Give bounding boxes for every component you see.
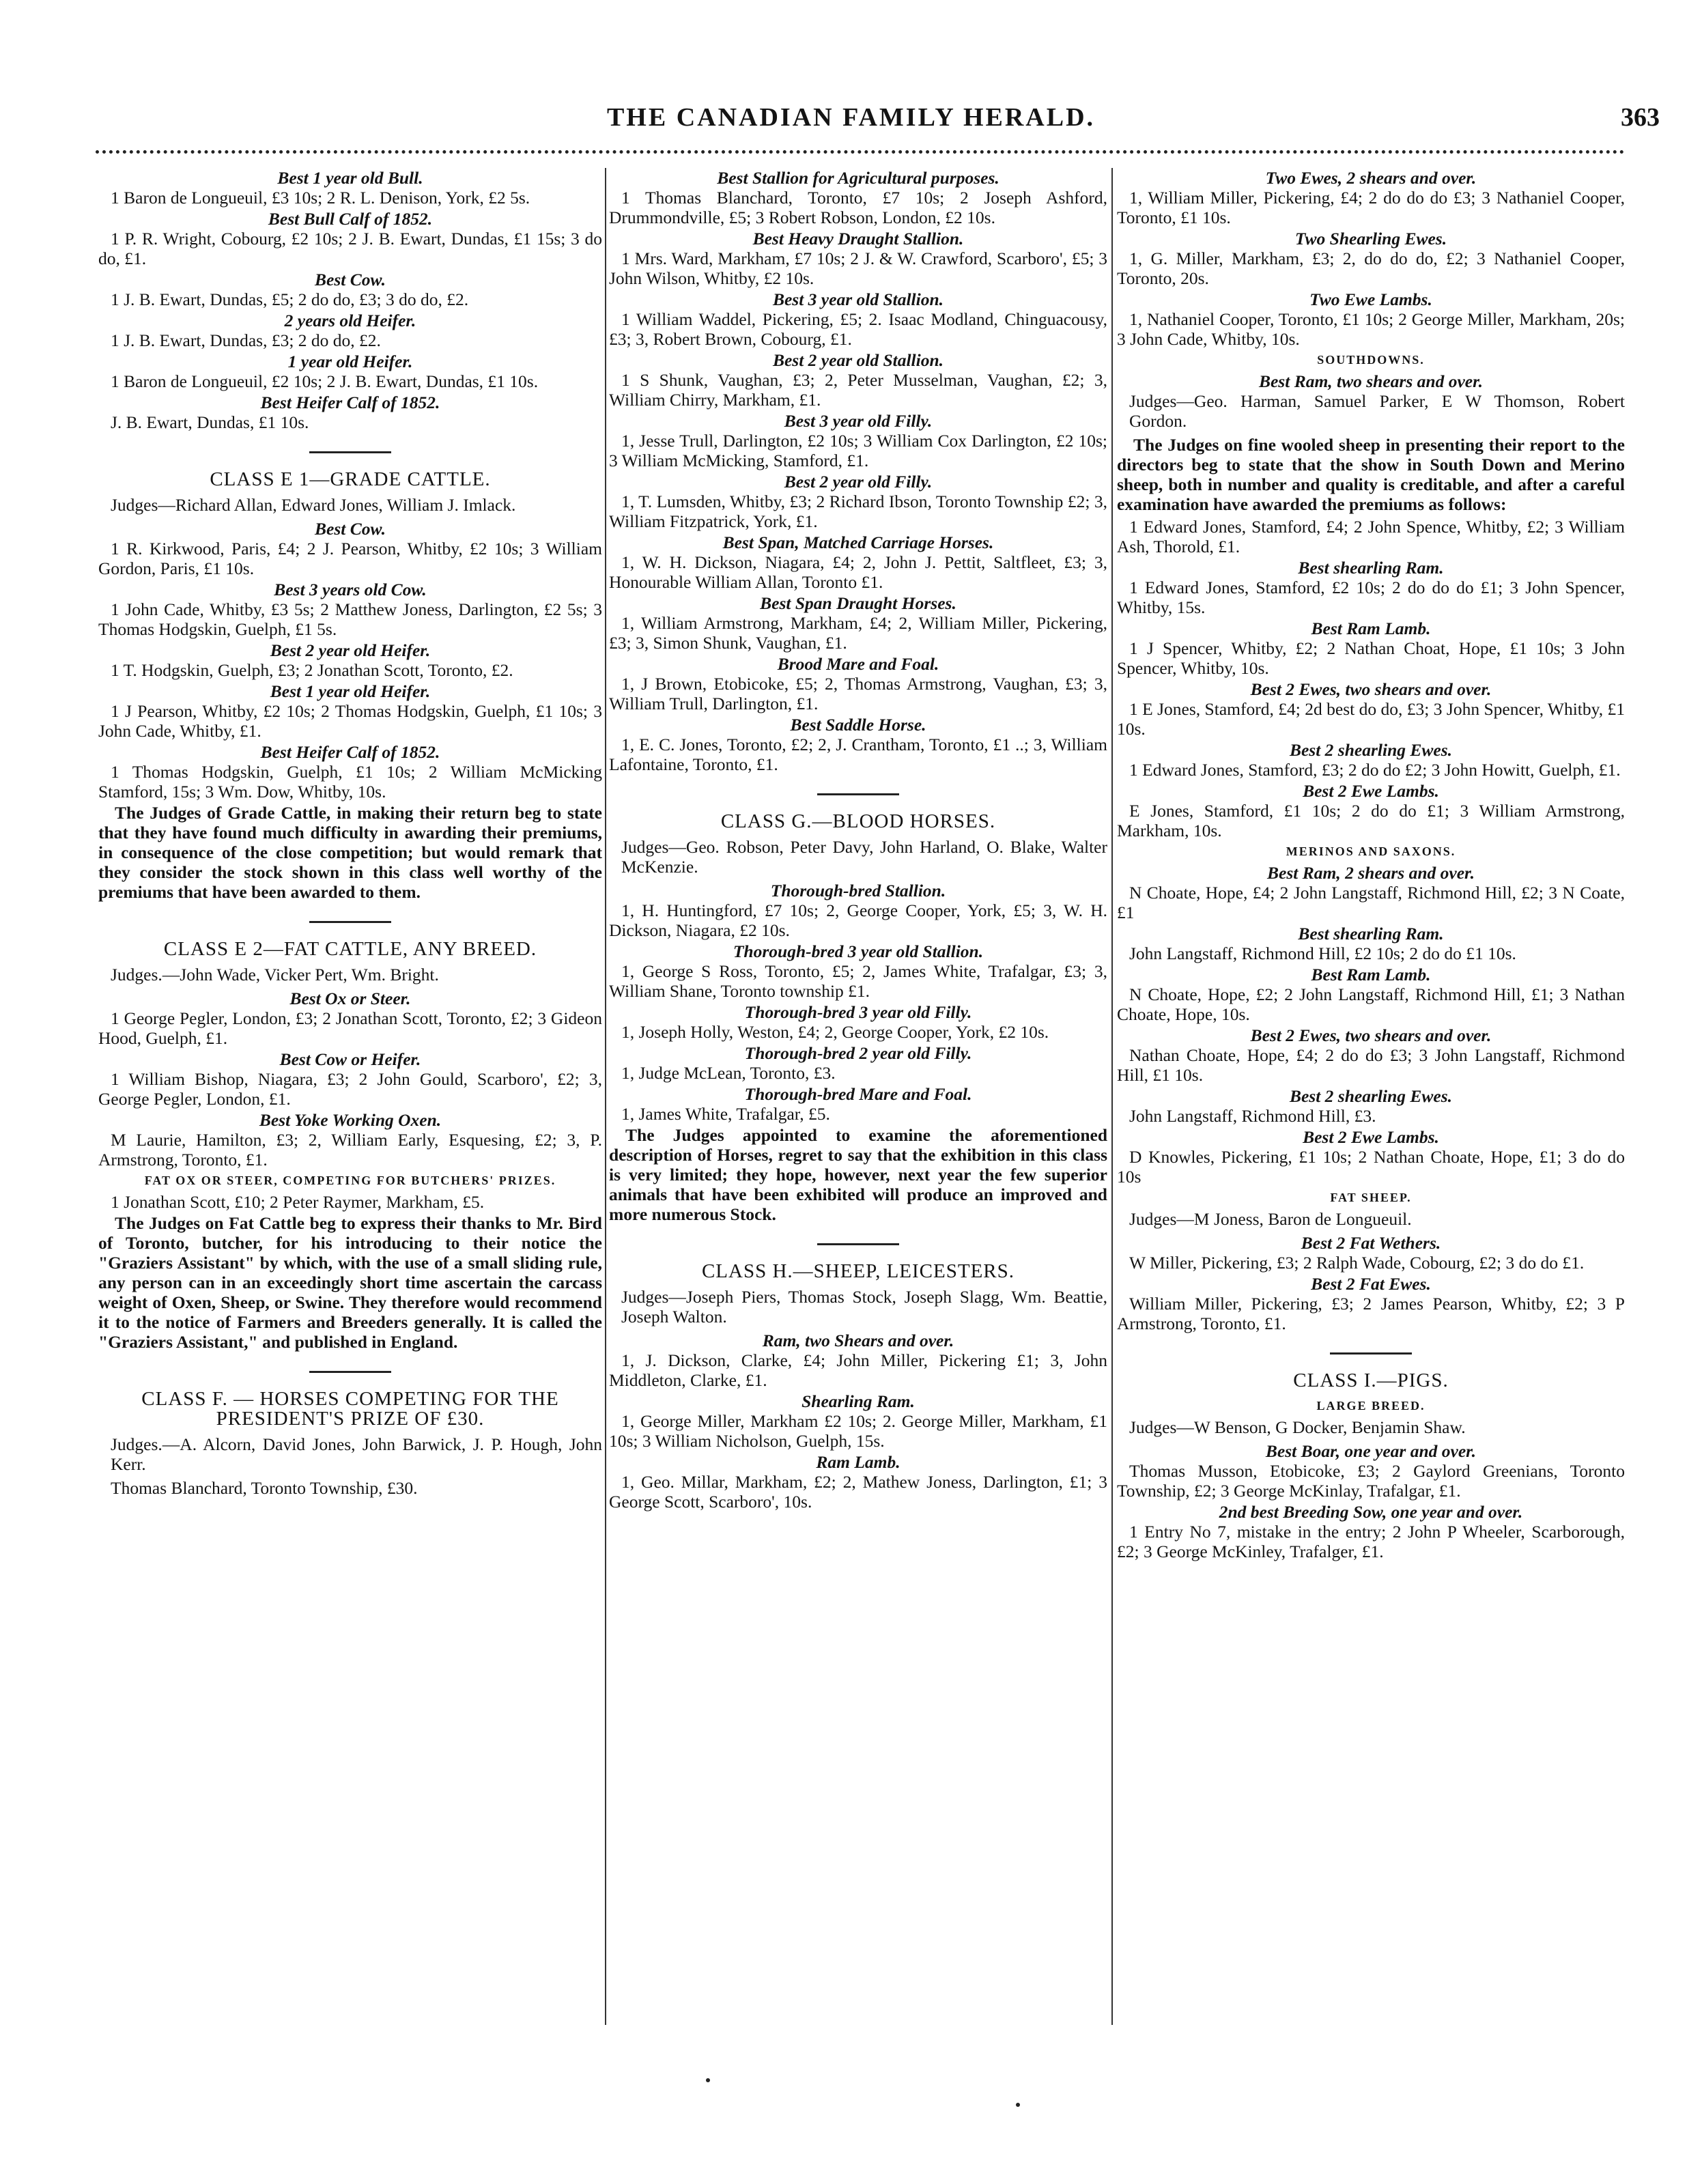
prize-entry: 1 R. Kirkwood, Paris, £4; 2 J. Pearson, Whitby, £2 10s; 3 William Gordon, Paris, £1 10s. <box>98 539 602 578</box>
prize-entry: 1, W. H. Dickson, Niagara, £4; 2, John J. Pettit, Saltfleet, £3; 3, Honourable William Allan, Toronto £1. <box>609 552 1107 592</box>
subsection-heading: LARGE BREED. <box>1316 1399 1426 1413</box>
prize-entry: 1 J. B. Ewart, Dundas, £5; 2 do do, £3; 3 do do, £2. <box>111 289 469 309</box>
award-heading: Best Saddle Horse. <box>790 715 926 735</box>
prize-entry: Nathan Choate, Hope, £4; 2 do do £3; 3 John Langstaff, Richmond Hill, £1 10s. <box>1117 1045 1625 1085</box>
judges-report: The Judges appointed to examine the aforementioned description of Horses, regret to say that the exhibition in this class is very limited; they hope, however, next year the few superior animals that have been exhibited will produce an improved and more numerous Stock. <box>609 1125 1107 1224</box>
prize-entry: 1, G. Miller, Markham, £3; 2, do do do, £2; 3 Nathaniel Cooper, Toronto, 20s. <box>1117 249 1625 288</box>
prize-entry: Thomas Blanchard, Toronto Township, £30. <box>111 1478 418 1498</box>
class-heading: CLASS F. — HORSES COMPETING FOR THE PRESIDENT'S PRIZE OF £30. <box>141 1388 559 1430</box>
award-heading: Best Yoke Working Oxen. <box>259 1110 442 1130</box>
judges-line: Judges.—A. Alcorn, David Jones, John Barwick, J. P. Hough, John Kerr. <box>111 1434 602 1474</box>
prize-entry: J. B. Ewart, Dundas, £1 10s. <box>111 412 309 432</box>
prize-entry: 1 Baron de Longueuil, £2 10s; 2 J. B. Ewart, Dundas, £1 10s. <box>111 371 539 391</box>
award-heading: 1 year old Heifer. <box>287 352 413 371</box>
judges-line: Judges—Richard Allan, Edward Jones, William J. Imlack. <box>111 495 516 515</box>
award-heading: Best 3 year old Stallion. <box>772 289 944 309</box>
prize-entry: 1 J Spencer, Whitby, £2; 2 Nathan Choat, Hope, £1 10s; 3 John Spencer, Whitby, 10s. <box>1117 638 1625 678</box>
section-rule <box>817 1243 899 1245</box>
award-heading: Thorough-bred Mare and Foal. <box>744 1084 972 1104</box>
prize-entry: 1 William Waddel, Pickering, £5; 2. Isaac Modland, Chinguacousy, £3; 3, Robert Brown, Cobourg, £1. <box>609 309 1107 349</box>
prize-entry: 1, Joseph Holly, Weston, £4; 2, George Cooper, York, £2 10s. <box>621 1022 1049 1042</box>
prize-entry: 1 Baron de Longueuil, £3 10s; 2 R. L. Denison, York, £2 5s. <box>111 188 530 208</box>
award-heading: Best Span, Matched Carriage Horses. <box>722 533 994 552</box>
prize-entry: 1, J. Dickson, Clarke, £4; John Miller, Pickering £1; 3, John Middleton, Clarke, £1. <box>609 1350 1107 1390</box>
section-rule <box>309 1371 391 1373</box>
award-heading: Best 1 year old Bull. <box>277 168 423 188</box>
award-heading: Best Heifer Calf of 1852. <box>260 393 440 412</box>
award-heading: Best 2 year old Stallion. <box>772 350 944 370</box>
section-rule <box>817 793 899 795</box>
column-3 <box>1117 168 1625 2018</box>
prize-entry: 1, E. C. Jones, Toronto, £2; 2, J. Crantham, Toronto, £1 ..; 3, William Lafontaine, Toronto, £1. <box>609 735 1107 774</box>
award-heading: Best Ram, 2 shears and over. <box>1267 863 1475 883</box>
award-heading: Two Shearling Ewes. <box>1294 229 1447 249</box>
prize-entry: 1 Jonathan Scott, £10; 2 Peter Raymer, Markham, £5. <box>111 1192 485 1212</box>
award-heading: Two Ewes, 2 shears and over. <box>1265 168 1477 188</box>
ink-speck <box>706 2078 710 2082</box>
subsection-heading: FAT SHEEP. <box>1330 1191 1412 1204</box>
subsection-heading: SOUTHDOWNS. <box>1317 353 1425 367</box>
award-heading: Best Cow. <box>315 270 386 289</box>
judges-line: Judges—W Benson, G Docker, Benjamin Shaw. <box>1129 1417 1466 1437</box>
column-rule <box>1111 168 1113 2025</box>
prize-entry: 1 George Pegler, London, £3; 2 Jonathan Scott, Toronto, £2; 3 Gideon Hood, Guelph, £1. <box>98 1008 602 1048</box>
page-number: 363 <box>1621 103 1660 132</box>
judges-report: The Judges on fine wooled sheep in presenting their report to the directors beg to state that the show in South Down and Merino sheep, both in number and quality is creditable, and after a careful examination have awarded the premiums as follows: <box>1117 435 1625 514</box>
judges-report: The Judges of Grade Cattle, in making their return beg to state that they have found much difficulty in awarding their premiums, in consequence of the close competition; but would remark that they consider the stock shown in this class well worthy of the premiums that have been awarded to them. <box>98 803 602 902</box>
prize-entry: 1, George Miller, Markham £2 10s; 2. George Miller, Markham, £1 10s; 3 William Nicholson, Guelph, 15s. <box>609 1411 1107 1451</box>
award-heading: Best Heavy Draught Stallion. <box>752 229 964 249</box>
prize-entry: 1 S Shunk, Vaughan, £3; 2, Peter Musselman, Vaughan, £2; 3, William Chirry, Markham, £1. <box>609 370 1107 410</box>
section-rule <box>1330 1352 1412 1355</box>
award-heading: Best 2 Ewe Lambs. <box>1303 1127 1439 1147</box>
award-heading: Thorough-bred 3 year old Stallion. <box>733 941 984 961</box>
judges-line: Judges—Geo. Harman, Samuel Parker, E W Thomson, Robert Gordon. <box>1129 391 1625 431</box>
prize-entry: E Jones, Stamford, £1 10s; 2 do do £1; 3 William Armstrong, Markham, 10s. <box>1117 801 1625 840</box>
prize-entry: 1, George S Ross, Toronto, £5; 2, James White, Trafalgar, £3; 3, William Shane, Toronto township £1. <box>609 961 1107 1001</box>
class-heading: CLASS G.—BLOOD HORSES. <box>720 810 996 832</box>
prize-entry: N Choate, Hope, £2; 2 John Langstaff, Richmond Hill, £1; 3 Nathan Choate, Hope, 10s. <box>1117 984 1625 1024</box>
judges-line: Judges—Geo. Robson, Peter Davy, John Harland, O. Blake, Walter McKenzie. <box>621 837 1107 877</box>
prize-entry: William Miller, Pickering, £3; 2 James Pearson, Whitby, £2; 3 P Armstrong, Toronto, £1. <box>1117 1294 1625 1333</box>
award-heading: Best 1 year old Heifer. <box>270 681 431 701</box>
award-heading: Best shearling Ram. <box>1298 558 1444 578</box>
prize-entry: 1 J Pearson, Whitby, £2 10s; 2 Thomas Hodgskin, Guelph, £1 10s; 3 John Cade, Whitby, £1. <box>98 701 602 741</box>
prize-entry: N Choate, Hope, £4; 2 John Langstaff, Richmond Hill, £2; 3 N Coate, £1 <box>1117 883 1625 922</box>
class-heading: CLASS E 2—FAT CATTLE, ANY BREED. <box>163 938 537 960</box>
award-heading: 2nd best Breeding Sow, one year and over. <box>1219 1502 1523 1522</box>
award-heading: Best 2 year old Heifer. <box>270 640 431 660</box>
header-rule <box>96 150 1625 154</box>
judges-line: Judges—M Joness, Baron de Longueuil. <box>1129 1209 1412 1229</box>
class-heading: CLASS I.—PIGS. <box>1293 1370 1449 1391</box>
subsection-heading: MERINOS AND SAXONS. <box>1286 845 1456 858</box>
prize-entry: 1, Judge McLean, Toronto, £3. <box>621 1063 836 1083</box>
award-heading: Thorough-bred 3 year old Filly. <box>744 1002 972 1022</box>
prize-entry: 1, William Armstrong, Markham, £4; 2, William Miller, Pickering, £3; 3, Simon Shunk, Vaughan, £1. <box>609 613 1107 653</box>
award-heading: Best Heifer Calf of 1852. <box>260 742 440 762</box>
award-heading: Best 3 year old Filly. <box>784 411 933 431</box>
class-heading: CLASS E 1—GRADE CATTLE. <box>210 468 491 490</box>
award-heading: Best Boar, one year and over. <box>1265 1441 1477 1461</box>
prize-entry: 1, Jesse Trull, Darlington, £2 10s; 3 William Cox Darlington, £2 10s; 3 William McMicking, Stamford, £1. <box>609 431 1107 470</box>
prize-entry: 1, Nathaniel Cooper, Toronto, £1 10s; 2 George Miller, Markham, 20s; 3 John Cade, Whitby, 10s. <box>1117 309 1625 349</box>
column-2 <box>609 168 1107 2018</box>
class-heading: CLASS H.—SHEEP, LEICESTERS. <box>701 1260 1015 1282</box>
prize-entry: 1 John Cade, Whitby, £3 5s; 2 Matthew Joness, Darlington, £2 5s; 3 Thomas Hodgskin, Guelph, £1 5s. <box>98 599 602 639</box>
prize-entry: John Langstaff, Richmond Hill, £2 10s; 2 do do £1 10s. <box>1129 944 1516 963</box>
award-heading: Best Span Draught Horses. <box>760 593 956 613</box>
award-heading: Best 2 Ewes, two shears and over. <box>1250 1025 1492 1045</box>
award-heading: 2 years old Heifer. <box>284 311 416 330</box>
prize-entry: 1, J Brown, Etobicoke, £5; 2, Thomas Armstrong, Vaughan, £3; 3, William Trull, Darlington, £1. <box>609 674 1107 713</box>
prize-entry: 1 Thomas Blanchard, Toronto, £7 10s; 2 Joseph Ashford, Drummondville, £5; 3 Robert Robson, London, £2 10s. <box>609 188 1107 227</box>
judges-report: The Judges on Fat Cattle beg to express their thanks to Mr. Bird of Toronto, butcher, for his introducing to their notice the "Graziers Assistant" by which, with the use of a small sliding rule, any person can in an exceedingly short time ascertain the carcass weight of Oxen, Sheep, or Swine. They therefore would recommend it to the notice of Farmers and Breeders generally. It is called the "Graziers Assistant," and published in England. <box>98 1213 602 1352</box>
masthead <box>0 102 1702 150</box>
award-heading: Two Ewe Lambs. <box>1309 289 1432 309</box>
award-heading: Best Bull Calf of 1852. <box>268 209 433 229</box>
award-heading: Best Ram Lamb. <box>1311 965 1431 984</box>
award-heading: Thorough-bred Stallion. <box>770 881 946 900</box>
award-heading: Shearling Ram. <box>802 1391 915 1411</box>
award-heading: Brood Mare and Foal. <box>777 654 939 674</box>
award-heading: Best 2 Ewe Lambs. <box>1303 781 1439 801</box>
award-heading: Ram, two Shears and over. <box>762 1331 954 1350</box>
prize-entry: 1, Geo. Millar, Markham, £2; 2, Mathew Joness, Darlington, £1; 3 George Scott, Scarboro', 10s. <box>609 1472 1107 1512</box>
section-rule <box>309 921 391 923</box>
prize-entry: 1 Edward Jones, Stamford, £3; 2 do do £2; 3 John Howitt, Guelph, £1. <box>1129 760 1621 780</box>
prize-entry: 1 Thomas Hodgskin, Guelph, £1 10s; 2 William McMicking Stamford, 15s; 3 Wm. Dow, Whitby, 10s. <box>98 762 602 802</box>
prize-entry: John Langstaff, Richmond Hill, £3. <box>1129 1106 1376 1126</box>
prize-entry: 1 Edward Jones, Stamford, £2 10s; 2 do do do £1; 3 John Spencer, Whitby, 15s. <box>1117 578 1625 617</box>
prize-entry: 1 E Jones, Stamford, £4; 2d best do do, £3; 3 John Spencer, Whitby, £1 10s. <box>1117 699 1625 739</box>
prize-entry: 1, James White, Trafalgar, £5. <box>621 1104 830 1124</box>
award-heading: Best 2 Fat Ewes. <box>1311 1274 1431 1294</box>
award-heading: Best Ram Lamb. <box>1311 619 1431 638</box>
award-heading: Best Ox or Steer. <box>289 989 411 1008</box>
column-rule <box>605 168 606 2025</box>
prize-entry: Thomas Musson, Etobicoke, £3; 2 Gaylord Greenians, Toronto Township, £2; 3 George McKinlay, Trafalgar, £1. <box>1117 1461 1625 1501</box>
award-heading: Best Ram, two shears and over. <box>1258 371 1483 391</box>
award-heading: Best 3 years old Cow. <box>274 580 427 599</box>
award-heading: Best 2 Fat Wethers. <box>1301 1233 1441 1253</box>
prize-entry: D Knowles, Pickering, £1 10s; 2 Nathan Choate, Hope, £1; 3 do do 10s <box>1117 1147 1625 1187</box>
award-heading: Best 2 Ewes, two shears and over. <box>1250 679 1492 699</box>
prize-entry: 1, H. Huntingford, £7 10s; 2, George Cooper, York, £5; 3, W. H. Dickson, Niagara, £2 10s. <box>609 900 1107 940</box>
prize-entry: M Laurie, Hamilton, £3; 2, William Early, Esquesing, £2; 3, P. Armstrong, Toronto, £1. <box>98 1130 602 1169</box>
ink-speck <box>1016 2103 1020 2107</box>
newspaper-title: THE CANADIAN FAMILY HERALD. <box>606 103 1096 132</box>
prize-entry: 1, William Miller, Pickering, £4; 2 do do do £3; 3 Nathaniel Cooper, Toronto, £1 10s. <box>1117 188 1625 227</box>
prize-entry: 1 P. R. Wright, Cobourg, £2 10s; 2 J. B. Ewart, Dundas, £1 15s; 3 do do, £1. <box>98 229 602 268</box>
award-heading: Best 2 shearling Ewes. <box>1289 740 1453 760</box>
prize-entry: 1 J. B. Ewart, Dundas, £3; 2 do do, £2. <box>111 330 381 350</box>
judges-line: Judges—Joseph Piers, Thomas Stock, Joseph Slagg, Wm. Beattie, Joseph Walton. <box>621 1287 1107 1327</box>
award-heading: Best Cow or Heifer. <box>279 1049 421 1069</box>
award-heading: Thorough-bred 2 year old Filly. <box>744 1043 972 1063</box>
judges-line: Judges.—John Wade, Vicker Pert, Wm. Bright. <box>111 965 439 984</box>
column-1 <box>98 168 602 2018</box>
prize-entry: 1 T. Hodgskin, Guelph, £3; 2 Jonathan Scott, Toronto, £2. <box>111 660 513 680</box>
prize-entry: W Miller, Pickering, £3; 2 Ralph Wade, Cobourg, £2; 3 do do £1. <box>1129 1253 1585 1273</box>
prize-entry: 1 Edward Jones, Stamford, £4; 2 John Spence, Whitby, £2; 3 William Ash, Thorold, £1. <box>1117 517 1625 556</box>
award-heading: Best 2 year old Filly. <box>784 472 933 492</box>
prize-entry: 1, T. Lumsden, Whitby, £3; 2 Richard Ibson, Toronto Township £2; 3, William Fitzpatrick, York, £1. <box>609 492 1107 531</box>
prize-entry: 1 Entry No 7, mistake in the entry; 2 John P Wheeler, Scarborough, £2; 3 George McKinley, Trafalger, £1. <box>1117 1522 1625 1561</box>
section-rule <box>309 451 391 453</box>
award-heading: Best Cow. <box>315 519 386 539</box>
award-heading: Best Stallion for Agricultural purposes. <box>717 168 999 188</box>
award-heading: Ram Lamb. <box>816 1452 900 1472</box>
prize-entry: 1 Mrs. Ward, Markham, £7 10s; 2 J. & W. Crawford, Scarboro', £5; 3 John Wilson, Whitby, £2 10s. <box>609 249 1107 288</box>
award-heading: Best shearling Ram. <box>1298 924 1444 944</box>
award-heading: Best 2 shearling Ewes. <box>1289 1086 1453 1106</box>
subsection-heading: FAT OX OR STEER, COMPETING FOR BUTCHERS' PRIZES. <box>144 1174 556 1187</box>
prize-entry: 1 William Bishop, Niagara, £3; 2 John Gould, Scarboro', £2; 3, George Pegler, London, £1. <box>98 1069 602 1109</box>
